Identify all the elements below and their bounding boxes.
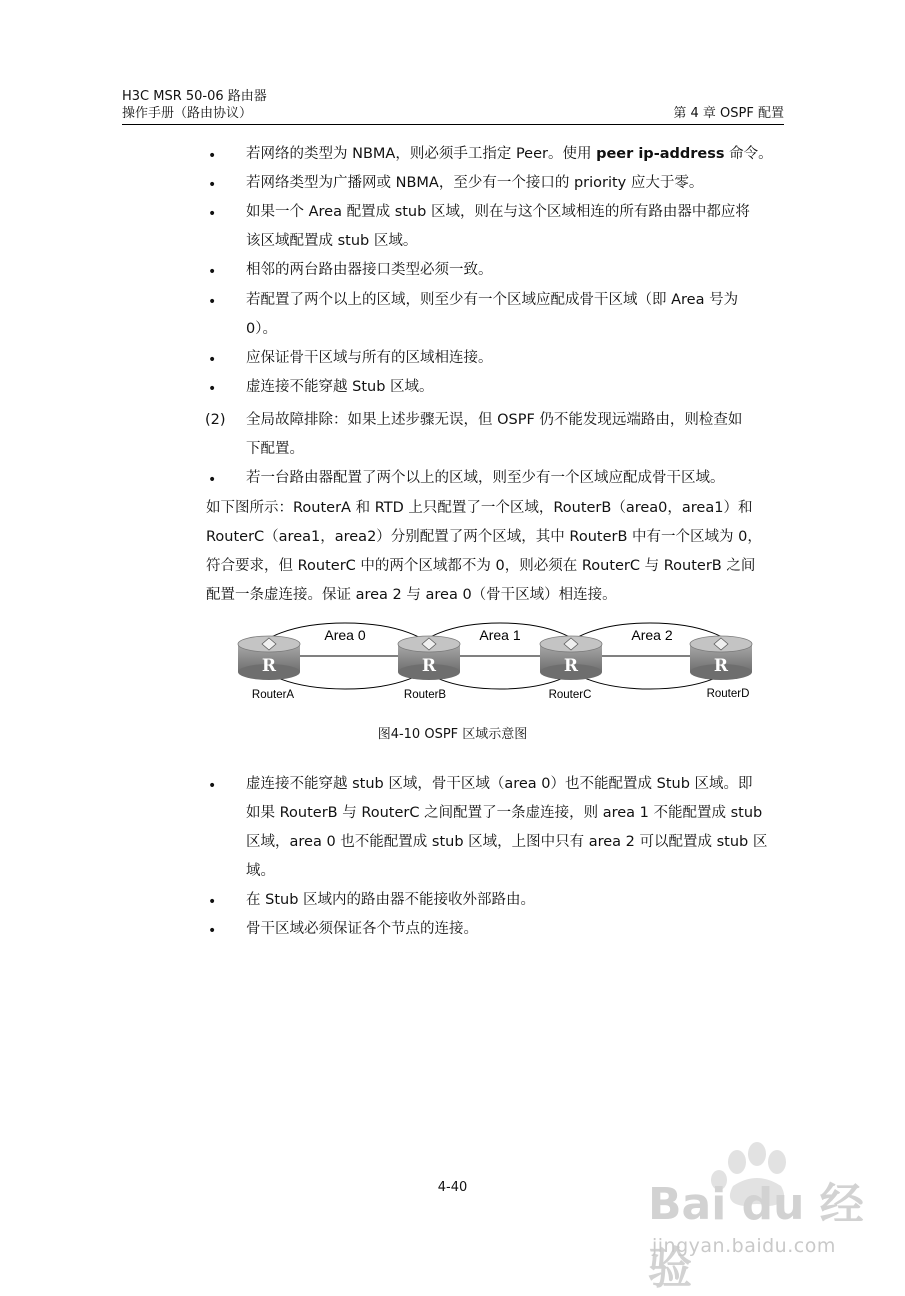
figure-caption: 图4-10 OSPF 区域示意图	[377, 727, 528, 742]
svg-text:R: R	[261, 656, 277, 676]
watermark-url: jingyan.baidu.com	[652, 1235, 836, 1257]
product-name: H3C MSR 50-06 路由器	[122, 89, 267, 104]
watermark-logo: Bai du 经验	[648, 1179, 864, 1294]
step-text: 全局故障排除：如果上述步骤无误，但 OSPF 仍不能发现远端路由，则检查如 下配置。	[246, 412, 743, 457]
router-label: RouterA	[251, 689, 295, 701]
router-label: RouterD	[706, 688, 750, 700]
svg-text:R: R	[713, 656, 729, 676]
list-item: 在 Stub 区域内的路由器不能接收外部路由。	[246, 892, 536, 908]
bullet-dot: •	[208, 206, 217, 222]
header-rule	[122, 124, 784, 125]
bullet-dot: •	[208, 294, 217, 310]
bullet-dot: •	[208, 352, 217, 368]
area-label: Area 0	[324, 627, 366, 643]
list-item: 相邻的两台路由器接口类型必须一致。	[246, 262, 493, 278]
list-item: 虚连接不能穿越 stub 区域，骨干区域（area 0）也不能配置成 Stub 区域。即 如果 RouterB 与 RouterC 之间配置了一条虚连接，则 area 1 不能配置成 stub 区域，area 0 也不能配置成 stub 区域，上图中只有 area 2 可以配置成 stub 区 域。	[246, 776, 768, 879]
page-header	[122, 88, 784, 122]
list-item: 如果一个 Area 配置成 stub 区域，则在与这个区域相连的所有路由器中都应将 该区域配置成 stub 区域。	[246, 204, 750, 249]
list-item: 若网络的类型为 NBMA，则必须手工指定 Peer。使用 peer ip-address 命令。	[246, 146, 773, 162]
list-item: 应保证骨干区域与所有的区域相连接。	[246, 350, 493, 366]
area-label: Area 1	[479, 627, 521, 643]
router-label: RouterC	[548, 689, 592, 701]
list-item: 若一台路由器配置了两个以上的区域，则至少有一个区域应配成骨干区域。	[246, 470, 725, 486]
ospf-area-diagram	[200, 610, 760, 710]
area-label: Area 2	[631, 627, 673, 643]
list-item: 若配置了两个以上的区域，则至少有一个区域应配成骨干区域（即 Area 号为 0）。	[246, 292, 739, 337]
page-number: 4-40	[437, 1180, 468, 1195]
list-item: 骨干区域必须保证各个节点的连接。	[246, 921, 478, 937]
router-label: RouterB	[403, 689, 447, 701]
bullet-dot: •	[208, 778, 217, 794]
manual-title: 操作手册（路由协议）	[122, 106, 253, 121]
svg-text:R: R	[421, 656, 437, 676]
router-a-icon	[238, 636, 300, 680]
svg-text:R: R	[563, 656, 579, 676]
list-item: 虚连接不能穿越 Stub 区域。	[246, 379, 434, 395]
router-d-icon	[690, 636, 752, 680]
body-paragraph: 如下图所示：RouterA 和 RTD 上只配置了一个区域，RouterB（area0，area1）和 RouterC（area1，area2）分别配置了两个区域，其中 RouterB 中有一个区域为 0， 符合要求，但 RouterC 中的两个区域都不为 0，则必须在 RouterC 与 RouterB 之间 配置一条虚连接。保证 area 2 与 area 0（骨干区域）相连接。	[206, 500, 762, 603]
list-item: 若网络类型为广播网或 NBMA，至少有一个接口的 priority 应大于零。	[246, 175, 704, 191]
bullet-dot: •	[208, 264, 217, 280]
bullet-dot: •	[208, 381, 217, 397]
bullet-dot: •	[208, 177, 217, 193]
bullet-dot: •	[208, 472, 217, 488]
chapter-title: 第 4 章 OSPF 配置	[673, 106, 784, 121]
bullet-dot: •	[208, 148, 217, 164]
router-b-icon	[398, 636, 460, 680]
bullet-dot: •	[208, 894, 217, 910]
step-number: (2)	[205, 412, 226, 428]
bullet-dot: •	[208, 923, 217, 939]
router-c-icon	[540, 636, 602, 680]
